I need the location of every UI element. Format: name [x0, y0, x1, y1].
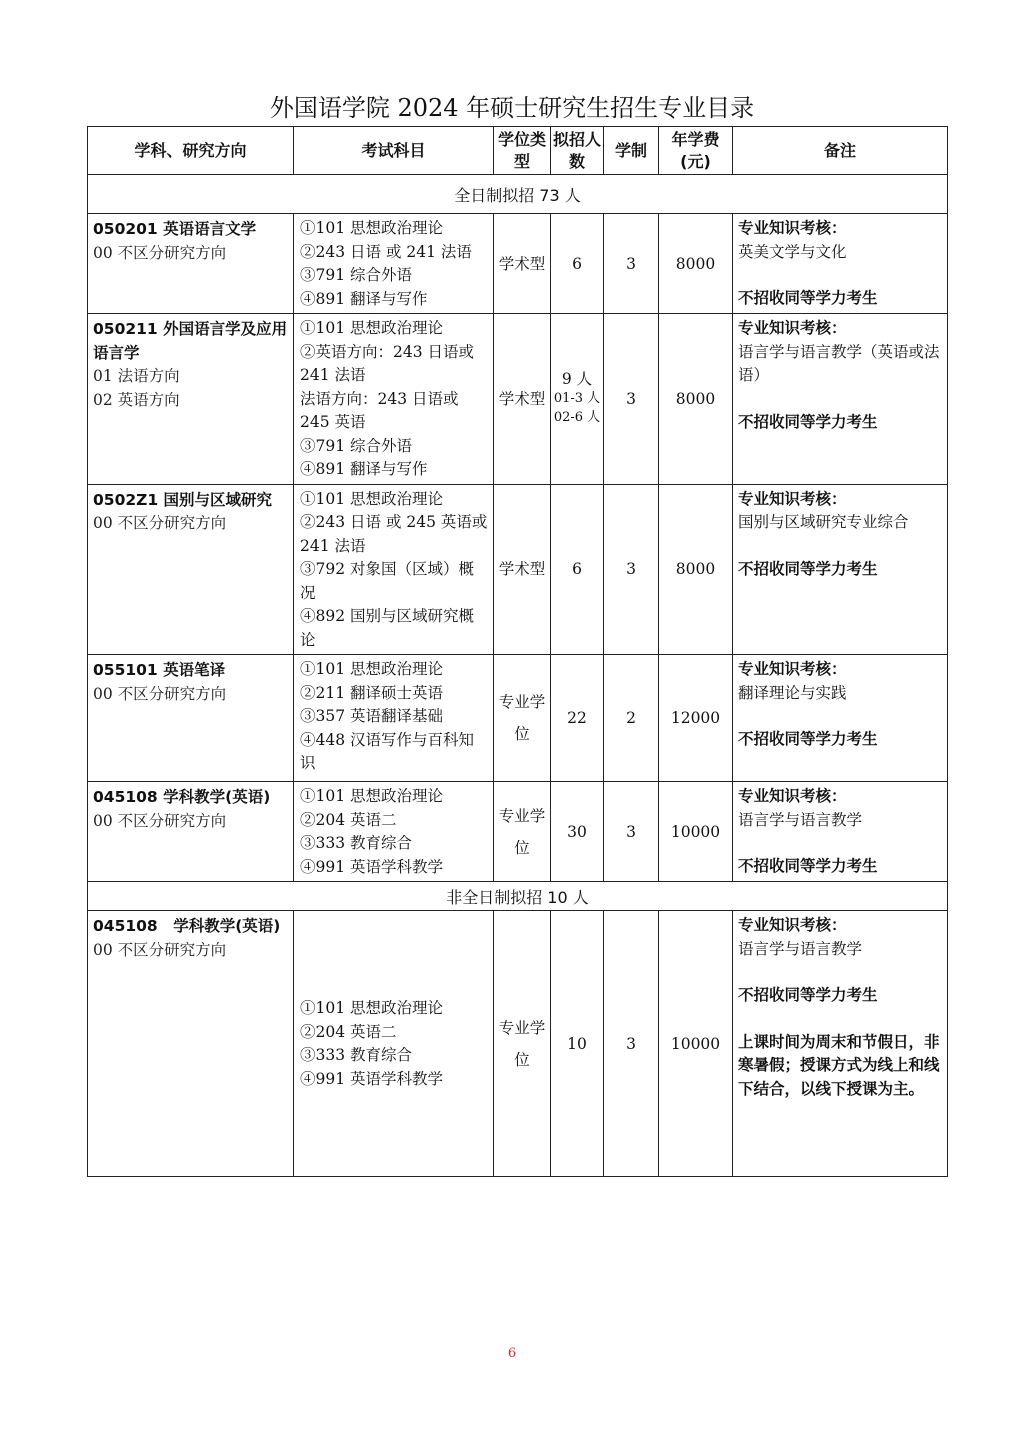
quota-cell	[551, 782, 604, 882]
degree-type: 学术型	[494, 314, 551, 485]
exam-cell	[294, 911, 494, 1177]
annual-fee: 10000	[659, 911, 733, 1177]
annual-fee: 8000	[659, 314, 733, 485]
exam-subject: ②204 英语二	[300, 810, 397, 829]
notes-cell	[733, 782, 948, 882]
degree-type: 专业学位	[494, 782, 551, 882]
note-spacer	[738, 961, 943, 984]
annual-fee: 8000	[659, 214, 733, 314]
note-heading: 专业知识考核：	[738, 916, 847, 934]
section-label: 全日制拟招 73 人	[88, 175, 948, 214]
quota-value: 10	[567, 1034, 587, 1053]
header-degree: 学位类型	[494, 127, 551, 175]
note-body: 语言学与语言教学	[738, 810, 863, 829]
note-spacer	[738, 264, 943, 287]
quota-value: 30	[567, 822, 587, 841]
note-heading: 专业知识考核：	[738, 219, 847, 237]
exam-cell	[294, 655, 494, 782]
note-heading: 专业知识考核：	[738, 787, 847, 805]
study-years: 3	[604, 782, 659, 882]
quota-value: 6	[572, 254, 582, 273]
degree-type: 学术型	[494, 214, 551, 314]
exam-subject: ③357 英语翻译基础	[300, 707, 444, 725]
exam-subject: ②243 日语 或 245 英语或 241 法语	[300, 513, 488, 555]
exam-subject: ①101 思想政治理论	[300, 219, 444, 237]
quota-cell	[551, 655, 604, 782]
degree-type: 学术型	[494, 484, 551, 655]
note-body: 国别与区域研究专业综合	[738, 513, 909, 531]
exam-cell	[294, 214, 494, 314]
note-bold: 不招收同等学力考生	[738, 986, 878, 1004]
note-spacer	[738, 388, 943, 411]
exam-subject: ④891 翻译与写作	[300, 289, 428, 308]
exam-subject: ④991 英语学科教学	[300, 857, 444, 876]
quota-detail: 02-6 人	[553, 410, 601, 426]
exam-subject: ④991 英语学科教学	[300, 1069, 444, 1088]
program-row	[88, 655, 948, 782]
exam-subject: 法语方向：243 日语或 245 英语	[300, 389, 459, 431]
quota-cell	[551, 911, 604, 1177]
study-years: 3	[604, 484, 659, 655]
exam-subject: ③333 教育综合	[300, 1046, 413, 1064]
quota-cell	[551, 314, 604, 485]
exam-subject: ②英语方向：243 日语或 241 法语	[300, 342, 475, 384]
section-row	[88, 882, 948, 911]
exam-subject: ③792 对象国（区域）概况	[300, 560, 475, 602]
research-direction: 01 法语方向	[93, 367, 180, 385]
research-direction: 00 不区分研究方向	[93, 811, 227, 830]
notes-cell	[733, 214, 948, 314]
note-spacer	[738, 832, 943, 855]
note-bold: 不招收同等学力考生	[738, 857, 878, 875]
study-years: 3	[604, 314, 659, 485]
degree-type: 专业学位	[494, 655, 551, 782]
section-label: 非全日制拟招 10 人	[88, 882, 948, 911]
exam-subject: ②211 翻译硕士英语	[300, 683, 444, 702]
program-row	[88, 782, 948, 882]
exam-subject: ①101 思想政治理论	[300, 660, 444, 678]
program-row	[88, 314, 948, 485]
study-years: 3	[604, 911, 659, 1177]
exam-subject: ③791 综合外语	[300, 266, 413, 284]
research-direction: 00 不区分研究方向	[93, 684, 227, 703]
research-direction: 00 不区分研究方向	[93, 514, 227, 532]
program-code: 045108 学科教学(英语)	[93, 917, 281, 935]
exam-subject: ①101 思想政治理论	[300, 319, 444, 337]
exam-subject: ④892 国别与区域研究概论	[300, 607, 475, 649]
header-subject: 学科、研究方向	[88, 127, 294, 175]
note-bold: 不招收同等学力考生	[738, 289, 878, 307]
quota-cell	[551, 484, 604, 655]
notes-cell	[733, 314, 948, 485]
header-exam: 考试科目	[294, 127, 494, 175]
subject-cell	[88, 655, 294, 782]
quota-value: 9 人	[561, 370, 593, 389]
exam-subject: ①101 思想政治理论	[300, 999, 444, 1017]
header-row	[88, 127, 948, 175]
exam-subject: ④448 汉语写作与百科知识	[300, 730, 475, 772]
note-spacer	[738, 705, 943, 728]
subject-cell	[88, 911, 294, 1177]
note-bold: 不招收同等学力考生	[738, 730, 878, 748]
annual-fee: 8000	[659, 484, 733, 655]
quota-value: 6	[572, 560, 582, 579]
header-years: 学制	[604, 127, 659, 175]
program-code: 055101 英语笔译	[93, 661, 226, 679]
quota-value: 22	[567, 709, 587, 727]
exam-subject: ①101 思想政治理论	[300, 787, 444, 805]
subject-cell	[88, 214, 294, 314]
subject-cell	[88, 782, 294, 882]
research-direction: 02 英语方向	[93, 390, 180, 409]
note-bold: 不招收同等学力考生	[738, 412, 878, 431]
study-years: 3	[604, 214, 659, 314]
exam-cell	[294, 782, 494, 882]
research-direction: 00 不区分研究方向	[93, 940, 227, 959]
exam-subject: ②204 英语二	[300, 1022, 397, 1041]
quota-detail: 01-3 人	[553, 391, 601, 407]
note-heading: 专业知识考核：	[738, 319, 847, 337]
header-fee: 年学费(元)	[659, 127, 733, 175]
exam-cell	[294, 484, 494, 655]
program-code: 045108 学科教学(英语)	[93, 788, 271, 806]
annual-fee: 10000	[659, 782, 733, 882]
degree-type: 专业学位	[494, 911, 551, 1177]
exam-subject: ①101 思想政治理论	[300, 489, 444, 508]
note-bold: 上课时间为周末和节假日，非寒暑假；授课方式为线上和线下结合，以线下授课为主。	[738, 1032, 940, 1098]
program-code: 0502Z1 国别与区域研究	[93, 490, 273, 509]
study-years: 2	[604, 655, 659, 782]
program-catalog-table	[87, 126, 948, 1177]
exam-subject: ③791 综合外语	[300, 436, 413, 455]
subject-cell	[88, 484, 294, 655]
notes-cell	[733, 911, 948, 1177]
program-row	[88, 214, 948, 314]
exam-subject: ②243 日语 或 241 法语	[300, 242, 472, 261]
program-row	[88, 484, 948, 655]
note-body: 翻译理论与实践	[738, 683, 847, 702]
note-heading: 专业知识考核：	[738, 660, 847, 678]
exam-subject: ④891 翻译与写作	[300, 460, 428, 478]
header-quota: 拟招人数	[551, 127, 604, 175]
note-body: 语言学与语言教学（英语或法语）	[738, 342, 940, 384]
header-notes: 备注	[733, 127, 948, 175]
note-body: 英美文学与文化	[738, 242, 847, 261]
exam-cell	[294, 314, 494, 485]
quota-cell	[551, 214, 604, 314]
note-bold: 不招收同等学力考生	[738, 559, 878, 578]
section-row	[88, 175, 948, 214]
notes-cell	[733, 655, 948, 782]
page-title: 外国语学院 2024 年硕士研究生招生专业目录	[269, 94, 755, 122]
research-direction: 00 不区分研究方向	[93, 243, 227, 262]
notes-cell	[733, 484, 948, 655]
program-code: 050201 英语语言文学	[93, 220, 257, 238]
note-spacer	[738, 1008, 943, 1031]
exam-subject: ③333 教育综合	[300, 834, 413, 852]
program-row	[88, 911, 948, 1177]
annual-fee: 12000	[659, 655, 733, 782]
note-body: 语言学与语言教学	[738, 939, 863, 958]
note-heading: 专业知识考核：	[738, 489, 847, 508]
page-number: 6	[507, 1346, 517, 1361]
subject-cell	[88, 314, 294, 485]
note-spacer	[738, 535, 943, 558]
program-code: 050211 外国语言学及应用语言学	[93, 320, 288, 362]
